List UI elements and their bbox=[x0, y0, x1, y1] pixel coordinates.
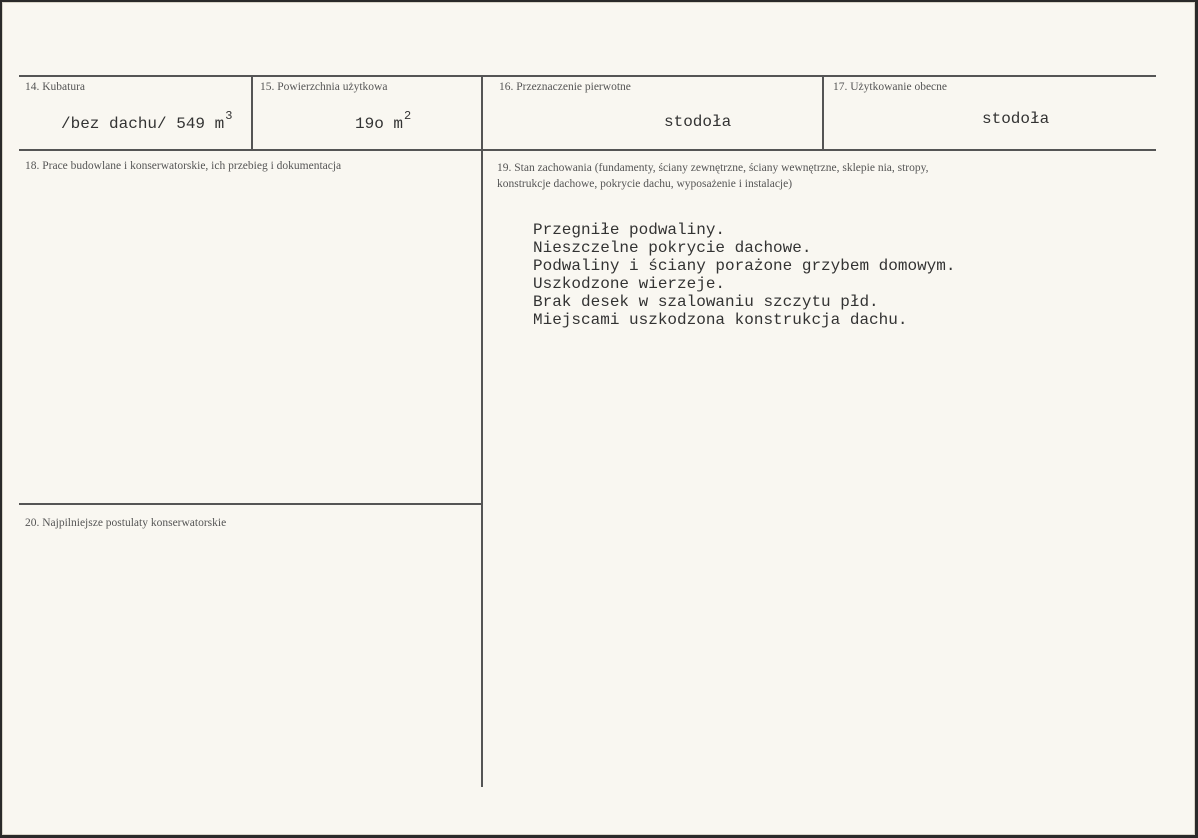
field-15-unit-exponent: 2 bbox=[404, 109, 412, 123]
field-14-label: 14. Kubatura bbox=[25, 81, 86, 93]
field-19-label-line-1: 19. Stan zachowania (fundamenty, ściany zewnętrzne, ściany wewnętrzne, sklepie nia, stropy, bbox=[497, 162, 929, 174]
condition-line: Nieszczelne pokrycie dachowe. bbox=[533, 239, 812, 257]
condition-line: Przegniłe podwaliny. bbox=[533, 221, 726, 239]
header-bottom-rule bbox=[19, 149, 1156, 151]
field-15-label: 15. Powierzchnia użytkowa bbox=[260, 81, 388, 93]
divider-15-16 bbox=[481, 75, 483, 787]
field-19-label-line-2: konstrukcje dachowe, pokrycie dachu, wyposażenie i instalacje) bbox=[497, 178, 793, 190]
field-14-value bbox=[61, 109, 233, 133]
field-14-unit-exponent: 3 bbox=[225, 109, 233, 123]
record-card bbox=[2, 2, 1195, 835]
field-20-label: 20. Najpilniejsze postulaty konserwatorskie bbox=[25, 517, 227, 529]
field-14-value-text: /bez dachu/ 549 m bbox=[61, 115, 225, 133]
condition-line: Miejscami uszkodzona konstrukcja dachu. bbox=[533, 311, 908, 329]
field-19-condition-notes bbox=[533, 221, 955, 329]
condition-line: Podwaliny i ściany porażone grzybem domowym. bbox=[533, 257, 956, 275]
section-18-20-rule bbox=[19, 503, 481, 505]
field-17-value: stodoła bbox=[982, 110, 1050, 128]
field-16-label: 16. Przeznaczenie pierwotne bbox=[499, 81, 631, 93]
top-rule bbox=[19, 75, 1156, 77]
condition-line: Brak desek w szalowaniu szczytu płd. bbox=[533, 293, 879, 311]
divider-16-17 bbox=[822, 75, 824, 151]
divider-14-15 bbox=[251, 75, 253, 151]
field-15-value bbox=[355, 109, 412, 133]
field-18-label: 18. Prace budowlane i konserwatorskie, ich przebieg i dokumentacja bbox=[25, 160, 342, 172]
field-16-value: stodoła bbox=[664, 113, 732, 131]
field-15-value-text: 19o m bbox=[355, 115, 404, 133]
field-17-label: 17. Użytkowanie obecne bbox=[833, 81, 948, 93]
condition-line: Uszkodzone wierzeje. bbox=[533, 275, 726, 293]
